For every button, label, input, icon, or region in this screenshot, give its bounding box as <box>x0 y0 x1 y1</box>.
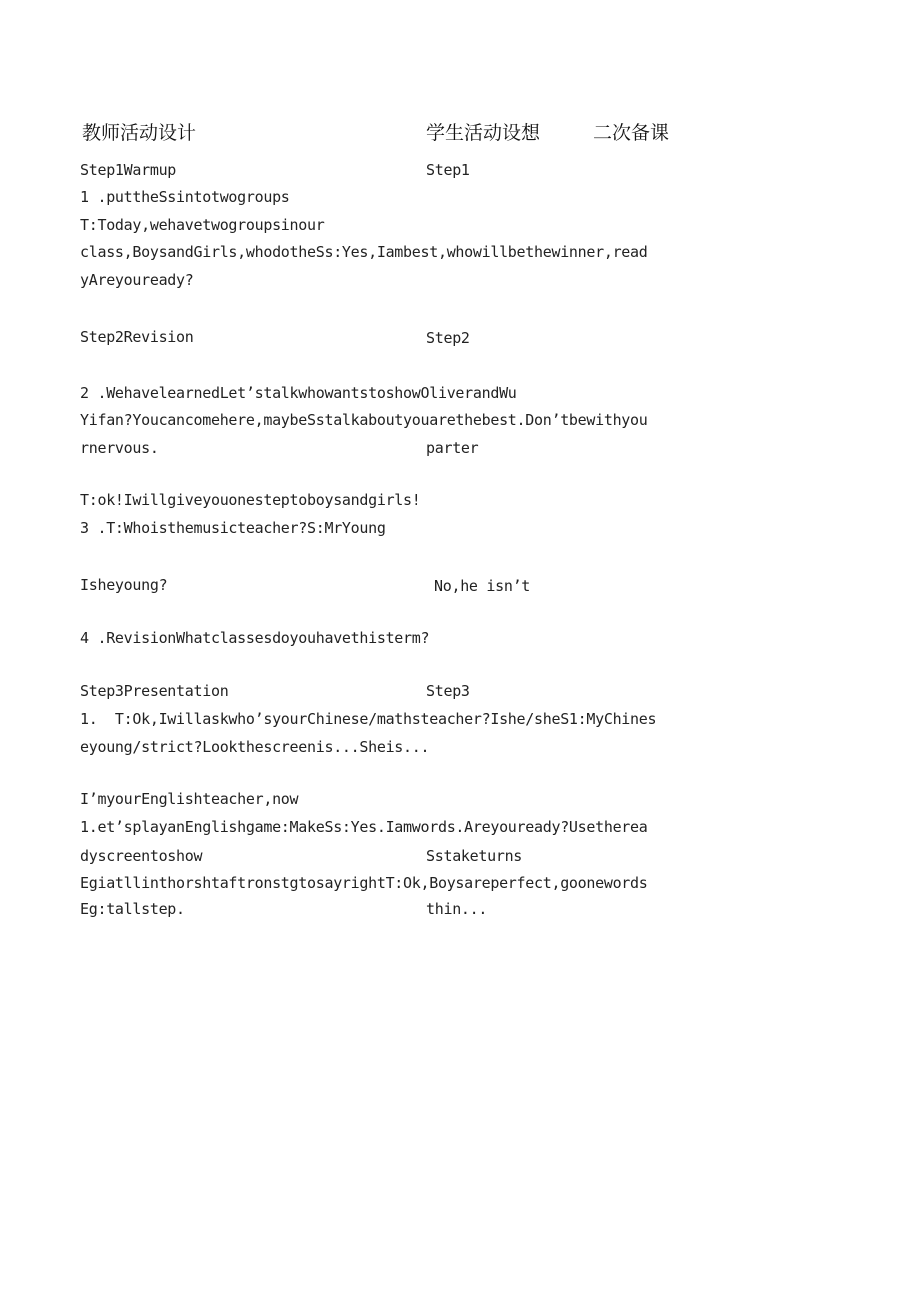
header-student-activity: 学生活动设想 <box>426 122 541 144</box>
text-line: rnervous. <box>80 439 159 457</box>
text-line: T:Today,wehavetwogroupsinour <box>80 216 325 234</box>
text-line: 4 .RevisionWhatclassesdoyouhavethisterm? <box>80 629 430 647</box>
text-line: Isheyoung? <box>80 576 168 594</box>
header-second-prep: 二次备课 <box>593 122 670 144</box>
text-line: T:ok!Iwillgiveyouonesteptoboysandgirls! <box>80 491 421 509</box>
text-line: 3 .T:Whoisthemusicteacher?S:MrYoung <box>80 519 386 537</box>
text-line: Yifan?Youcancomehere,maybeSstalkaboutyouarethebest.Don’tbewithyou <box>80 411 648 429</box>
text-line: yAreyouready? <box>80 271 194 289</box>
text-line: 1. T:Ok,Iwillaskwho’syourChinese/mathsteacher?Ishe/sheS1:MyChines <box>80 710 657 728</box>
step1-student: Step1 <box>426 161 470 179</box>
text-line: EgiatllinthorshtaftronstgtosayrightT:Ok,Boysareperfect,goonewords <box>80 874 648 892</box>
student-text: parter <box>426 439 479 457</box>
text-line: I’myourEnglishteacher,now <box>80 790 299 808</box>
header-teacher-activity: 教师活动设计 <box>82 122 197 144</box>
student-text: thin... <box>426 900 488 918</box>
step2-student: Step2 <box>426 329 470 347</box>
step2-title: Step2Revision <box>80 328 194 346</box>
text-line: 1 .puttheSsintotwogroups <box>80 188 290 206</box>
step3-title: Step3Presentation <box>80 682 229 700</box>
step1-title: Step1Warmup <box>80 161 177 179</box>
text-line: dyscreentoshow <box>80 847 203 865</box>
text-line: 2 .WehavelearnedLet’stalkwhowantstoshowOliverandWu <box>80 384 517 402</box>
text-line: Eg:tallstep. <box>80 900 185 918</box>
text-line: 1.et’splayanEnglishgame:MakeSs:Yes.Iamwords.Areyouready?Usetherea <box>80 818 648 836</box>
text-line: eyoung/strict?Lookthescreenis...Sheis... <box>80 738 430 756</box>
student-text: No,he isn’t <box>434 577 531 595</box>
student-text: Sstaketurns <box>426 847 523 865</box>
step3-student: Step3 <box>426 682 470 700</box>
text-line: class,BoysandGirls,whodotheSs:Yes,Iambest,whowillbethewinner,read <box>80 243 648 261</box>
